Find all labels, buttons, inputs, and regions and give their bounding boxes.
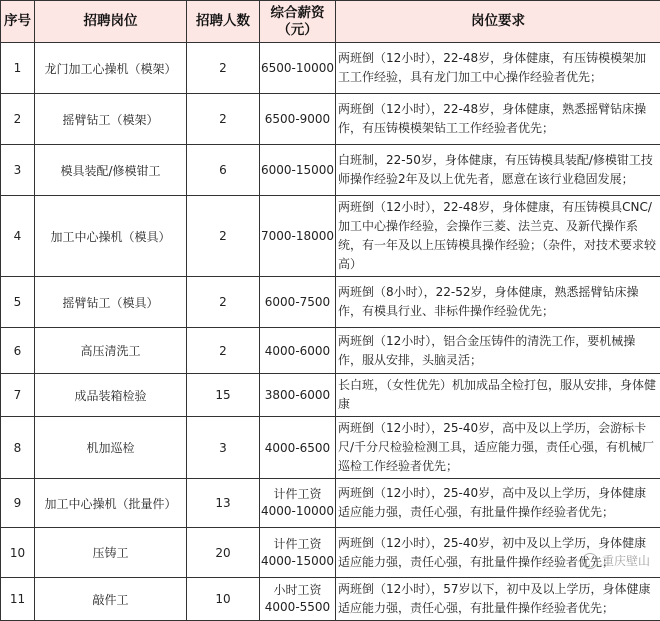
table-row bbox=[1, 145, 660, 196]
cell-seq: 6 bbox=[1, 328, 35, 374]
cell-salary: 6500-9000 bbox=[260, 94, 336, 145]
cell-count: 2 bbox=[187, 196, 260, 277]
cell-count: 13 bbox=[187, 479, 260, 528]
cell-salary: 7000-18000 bbox=[260, 196, 336, 277]
cell-requirement: 两班倒（12小时），22-48岁，身体健康，有压铸模具CNC/加工中心操作经验，会操作三菱、法兰克、及新代操作系统，有一年及以上压铸模具操作经验；（杂件，对技术要求较高） bbox=[336, 196, 660, 277]
cell-requirement: 两班倒（12小时），铝合金压铸件的清洗工作，要机械操作，服从安排，头脑灵活； bbox=[336, 328, 660, 374]
header-position: 招聘岗位 bbox=[35, 1, 187, 43]
table-row bbox=[1, 479, 660, 528]
cell-salary: 4000-6500 bbox=[260, 417, 336, 479]
cell-count: 20 bbox=[187, 528, 260, 578]
cell-position: 模具装配/修模钳工 bbox=[35, 145, 187, 196]
cell-count: 15 bbox=[187, 374, 260, 417]
table-row bbox=[1, 528, 660, 578]
cell-seq: 3 bbox=[1, 145, 35, 196]
cell-requirement: 两班倒（12小时），25-40岁，初中及以上学历，身体健康适应能力强，责任心强，有批量件操作经验者优先； bbox=[336, 528, 660, 578]
table-row bbox=[1, 578, 660, 621]
cell-salary: 6000-15000 bbox=[260, 145, 336, 196]
cell-count: 10 bbox=[187, 578, 260, 621]
table-row bbox=[1, 328, 660, 374]
cell-seq: 10 bbox=[1, 528, 35, 578]
cell-seq: 4 bbox=[1, 196, 35, 277]
header-salary: 综合薪资 （元） bbox=[260, 1, 336, 43]
cell-position: 加工中心操机（模具） bbox=[35, 196, 187, 277]
table-row bbox=[1, 196, 660, 277]
cell-seq: 2 bbox=[1, 94, 35, 145]
cell-salary: 计件工资 4000-15000 bbox=[260, 528, 336, 578]
table-row bbox=[1, 277, 660, 328]
cell-salary: 3800-6000 bbox=[260, 374, 336, 417]
cell-count: 3 bbox=[187, 417, 260, 479]
cell-position: 敲件工 bbox=[35, 578, 187, 621]
cell-count: 2 bbox=[187, 94, 260, 145]
cell-seq: 7 bbox=[1, 374, 35, 417]
cell-position: 机加巡检 bbox=[35, 417, 187, 479]
cell-requirement: 两班倒（8小时），22-52岁，身体健康，熟悉摇臂钻床操作，有模具行业、非标件操作经验优先； bbox=[336, 277, 660, 328]
table-row bbox=[1, 417, 660, 479]
cell-seq: 1 bbox=[1, 43, 35, 94]
cell-position: 摇臂钻工（模具） bbox=[35, 277, 187, 328]
cell-requirement: 两班倒（12小时），25-40岁，高中及以上学历，会游标卡尺/千分尺检验检测工具，适应能力强，责任心强，有机械厂巡检工作经验者优先； bbox=[336, 417, 660, 479]
cell-requirement: 两班倒（12小时），25-40岁，高中及以上学历，身体健康适应能力强，责任心强，有批量件操作经验者优先； bbox=[336, 479, 660, 528]
cell-position: 加工中心操机（批量件） bbox=[35, 479, 187, 528]
watermark-logo-icon bbox=[582, 553, 598, 569]
cell-salary: 计件工资 4000-10000 bbox=[260, 479, 336, 528]
cell-salary: 4000-6000 bbox=[260, 328, 336, 374]
cell-requirement: 长白班，（女性优先）机加成品全检打包，服从安排，身体健康 bbox=[336, 374, 660, 417]
cell-position: 压铸工 bbox=[35, 528, 187, 578]
watermark-text: 重庆壁山 bbox=[602, 552, 650, 569]
cell-count: 2 bbox=[187, 328, 260, 374]
cell-count: 6 bbox=[187, 145, 260, 196]
cell-requirement: 两班倒（12小时），22-48岁，身体健康，熟悉摇臂钻床操作，有压铸模模架钻工工作经验者优先； bbox=[336, 94, 660, 145]
cell-salary: 小时工资 4000-5500 bbox=[260, 578, 336, 621]
cell-seq: 5 bbox=[1, 277, 35, 328]
cell-seq: 11 bbox=[1, 578, 35, 621]
cell-requirement: 白班制，22-50岁，身体健康，有压铸模具装配/修模钳工技师操作经验2年及以上优先者，愿意在该行业稳固发展； bbox=[336, 145, 660, 196]
cell-position: 摇臂钻工（模架） bbox=[35, 94, 187, 145]
cell-seq: 9 bbox=[1, 479, 35, 528]
header-seq: 序号 bbox=[1, 1, 35, 43]
table-row bbox=[1, 43, 660, 94]
cell-seq: 8 bbox=[1, 417, 35, 479]
cell-position: 成品装箱检验 bbox=[35, 374, 187, 417]
cell-count: 2 bbox=[187, 43, 260, 94]
cell-requirement: 两班倒（12小时），57岁以下，初中及以上学历，身体健康适应能力强，责任心强，有批量件操作经验者优先； bbox=[336, 578, 660, 621]
watermark bbox=[582, 552, 650, 569]
header-requirement: 岗位要求 bbox=[336, 1, 660, 43]
cell-position: 龙门加工心操机（模架） bbox=[35, 43, 187, 94]
cell-salary: 6500-10000 bbox=[260, 43, 336, 94]
cell-requirement: 两班倒（12小时），22-48岁，身体健康，有压铸模模架加工工作经验，具有龙门加工中心操作经验者优先； bbox=[336, 43, 660, 94]
header-count: 招聘人数 bbox=[187, 1, 260, 43]
table-row bbox=[1, 94, 660, 145]
cell-count: 2 bbox=[187, 277, 260, 328]
cell-salary: 6000-7500 bbox=[260, 277, 336, 328]
cell-position: 高压清洗工 bbox=[35, 328, 187, 374]
header-row bbox=[1, 1, 660, 43]
table-row bbox=[1, 374, 660, 417]
